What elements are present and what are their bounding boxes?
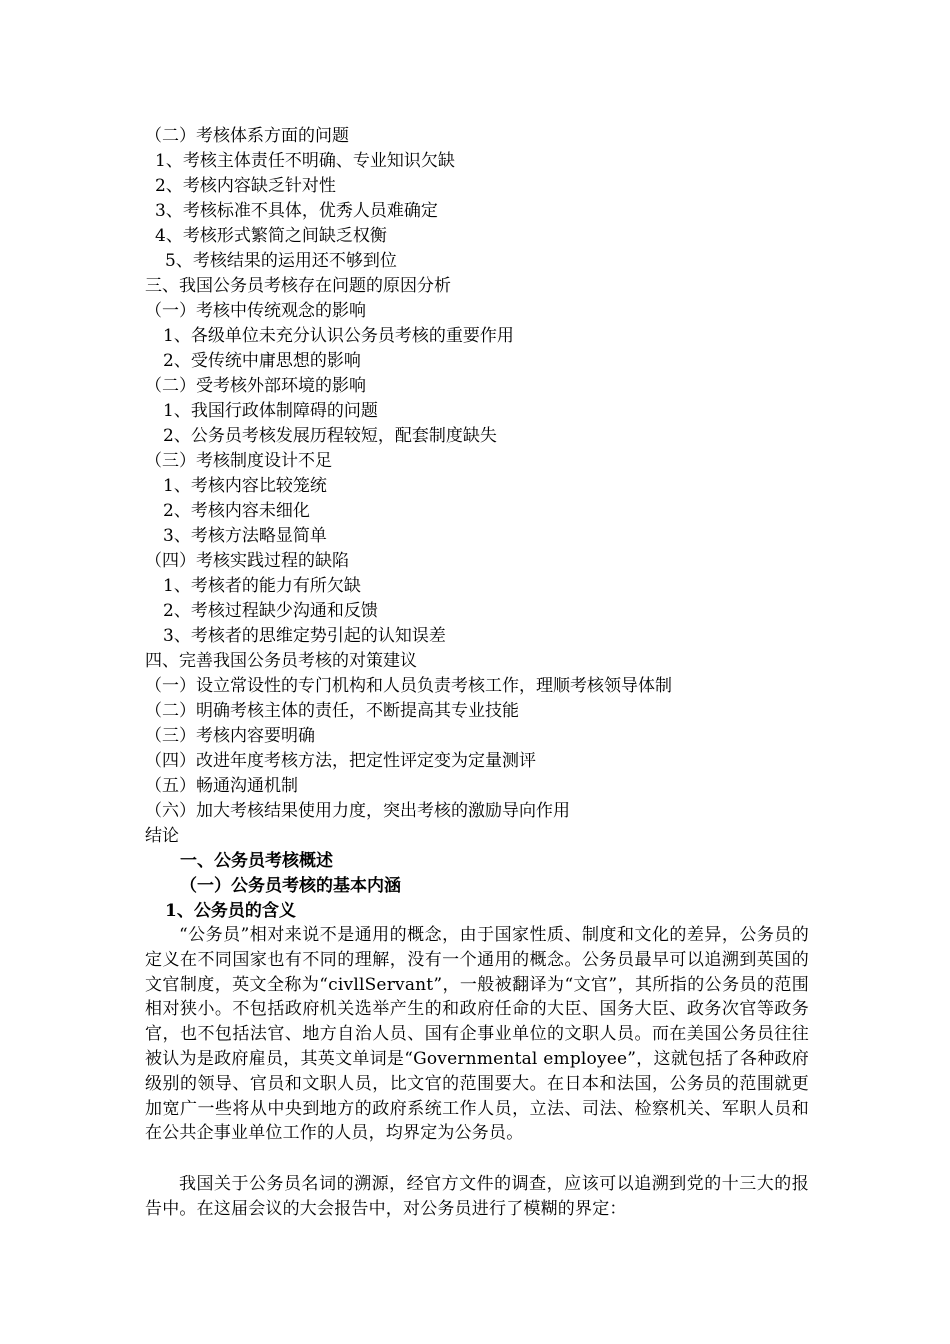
outline-line: 三、我国公务员考核存在问题的原因分析	[145, 276, 451, 296]
outline-line: 2、公务员考核发展历程较短，配套制度缺失	[163, 426, 497, 446]
outline-line: （三）考核制度设计不足	[145, 451, 332, 471]
outline-line: （六）加大考核结果使用力度，突出考核的激励导向作用	[145, 801, 570, 821]
body-paragraph: “公务员”相对来说不是通用的概念，由于国家性质、制度和文化的差异，公务员的定义在不同国家也有不同的理解，没有一个通用的概念。公务员最早可以追溯到英国的文官制度，英文全称为“civllServant”，一般被翻译为“文官”，其所指的公务员的范围相对狭小。不包括政府机关选举产生的和政府任命的大臣、国务大臣、政务次官等政务官，也不包括法官、地方自治人员、国有企事业单位的文职人员。而在美国公务员往往被认为是政府雇员，其英文单词是“Governmental employee”，这就包括了各种政府级别的领导、官员和文职人员，比文官的范围要大。在日本和法国，公务员的范围就更加宽广一些将从中央到地方的政府系统工作人员，立法、司法、检察机关、军职人员和在公共企事业单位工作的人员，均界定为公务员。	[145, 925, 809, 1144]
outline-line: （三）考核内容要明确	[145, 726, 315, 746]
outline-line: 结论	[145, 826, 179, 846]
outline-line: （五）畅通沟通机制	[145, 776, 298, 796]
outline-line: 1、考核者的能力有所欠缺	[163, 576, 361, 596]
outline-line: 2、考核内容未细化	[163, 501, 310, 521]
outline-line: （二）考核体系方面的问题	[145, 126, 349, 146]
outline-line: 2、考核过程缺少沟通和反馈	[163, 601, 378, 621]
outline-line: （一）考核中传统观念的影响	[145, 301, 366, 321]
outline-line: 5、考核结果的运用还不够到位	[165, 251, 397, 271]
outline-line: 3、考核标准不具体，优秀人员难确定	[155, 201, 438, 221]
outline-line: 3、考核方法略显简单	[163, 526, 327, 546]
section-heading: 一、公务员考核概述	[180, 851, 333, 871]
outline-line: 1、考核主体责任不明确、专业知识欠缺	[155, 151, 455, 171]
outline-line: 1、各级单位未充分认识公务员考核的重要作用	[163, 326, 514, 346]
outline-line: （二）受考核外部环境的影响	[145, 376, 366, 396]
outline-line: （二）明确考核主体的责任，不断提高其专业技能	[145, 701, 519, 721]
outline-line: 四、完善我国公务员考核的对策建议	[145, 651, 417, 671]
outline-line: 2、考核内容缺乏针对性	[155, 176, 336, 196]
outline-line: 3、考核者的思维定势引起的认知误差	[163, 626, 446, 646]
body-paragraph: 我国关于公务员名词的溯源，经官方文件的调查，应该可以追溯到党的十三大的报告中。在这届会议的大会报告中，对公务员进行了模糊的界定：	[145, 1174, 809, 1219]
outline-line: （四）改进年度考核方法，把定性评定变为定量测评	[145, 751, 536, 771]
outline-line: （四）考核实践过程的缺陷	[145, 551, 349, 571]
outline-line: 1、考核内容比较笼统	[163, 476, 327, 496]
outline-line: 4、考核形式繁简之间缺乏权衡	[155, 226, 387, 246]
subsubsection-heading: 1、公务员的含义	[165, 901, 296, 921]
outline-line: 2、受传统中庸思想的影响	[163, 351, 361, 371]
outline-line: （一）设立常设性的专门机构和人员负责考核工作，理顺考核领导体制	[145, 676, 672, 696]
outline-line: 1、我国行政体制障碍的问题	[163, 401, 378, 421]
subsection-heading: （一）公务员考核的基本内涵	[180, 876, 401, 896]
